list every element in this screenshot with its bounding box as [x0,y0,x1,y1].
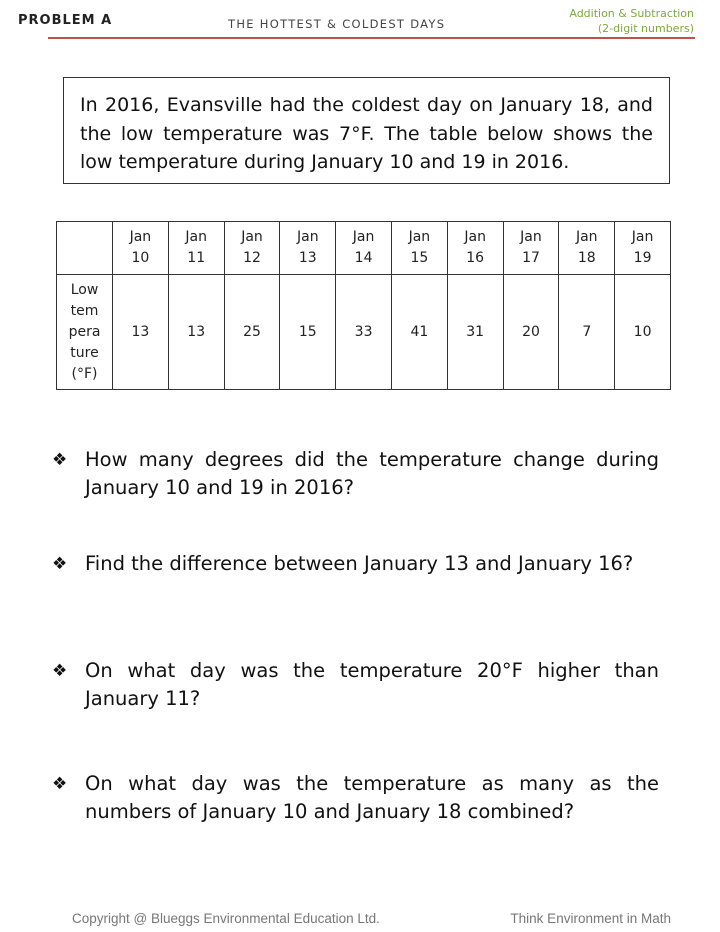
intro-text: In 2016, Evansville had the coldest day on January 18, and the low temperature was 7°F. The table below shows the low temperature during January 10 and 19 in 2016. [80,94,653,173]
diamond-bullet-icon: ❖ [52,554,68,574]
table-header-cell [615,222,671,275]
temperature-table [56,221,671,390]
table-header-row [57,222,671,275]
table-header-cell [503,222,559,275]
table-header-cell [280,222,336,275]
header-topic-line1: Addition & Subtraction [569,7,694,20]
day-label: Jan 11 [185,229,207,266]
day-label: Jan 13 [296,229,319,266]
row-label: Low tem pera ture (°F) [68,281,101,382]
table-header-cell [447,222,503,275]
question-item [52,770,659,826]
question-text: On what day was the temperature 20°F higher than January 11? [85,659,659,710]
question-text: Find the difference between January 13 and January 16? [85,552,634,575]
table-header-cell [224,222,280,275]
question-item [52,550,659,578]
diamond-bullet-icon: ❖ [52,774,68,794]
header-topic-line2: (2-digit numbers) [597,22,694,35]
question-item [52,446,659,502]
table-value-cell: 13 [168,275,224,390]
day-label: Jan 19 [631,229,654,266]
table-header-cell [336,222,392,275]
day-label: Jan 14 [352,229,375,266]
table-value-cell: 7 [559,275,615,390]
table-value-cell: 33 [336,275,392,390]
day-label: Jan 12 [241,229,263,266]
table-value-cell: 20 [503,275,559,390]
footer-copyright: Copyright @ Blueggs Environmental Education Ltd. [72,911,380,926]
header-title: THE HOTTEST & COLDEST DAYS [228,17,446,31]
diamond-bullet-icon: ❖ [52,450,68,470]
table-value-cell: 41 [391,275,447,390]
question-text: How many degrees did the temperature change during January 10 and 19 in 2016? [85,448,659,499]
footer-tagline: Think Environment in Math [510,911,671,926]
day-label: Jan 16 [464,229,486,266]
table-header-cell [559,222,615,275]
row-label-cell [57,275,113,390]
question-text: On what day was the temperature as many as the numbers of January 10 and January 18 combined? [85,772,659,823]
day-label: Jan 15 [408,229,431,266]
header-problem-label: PROBLEM A [18,13,113,28]
day-label: Jan 18 [575,229,598,266]
diamond-bullet-icon: ❖ [52,661,68,681]
table-corner-cell [57,222,113,275]
header-topic [569,6,694,36]
question-item [52,657,659,713]
day-label: Jan 17 [520,229,542,266]
table-value-cell: 15 [280,275,336,390]
table-value-cell: 31 [447,275,503,390]
header-rule [48,37,695,39]
table-header-cell [168,222,224,275]
table-header-cell [391,222,447,275]
table-value-cell: 25 [224,275,280,390]
table-value-cell: 10 [615,275,671,390]
day-label: Jan 10 [129,229,152,266]
table-value-cell: 13 [113,275,169,390]
intro-box [63,77,670,184]
table-value-row [57,275,671,390]
table-header-cell [113,222,169,275]
